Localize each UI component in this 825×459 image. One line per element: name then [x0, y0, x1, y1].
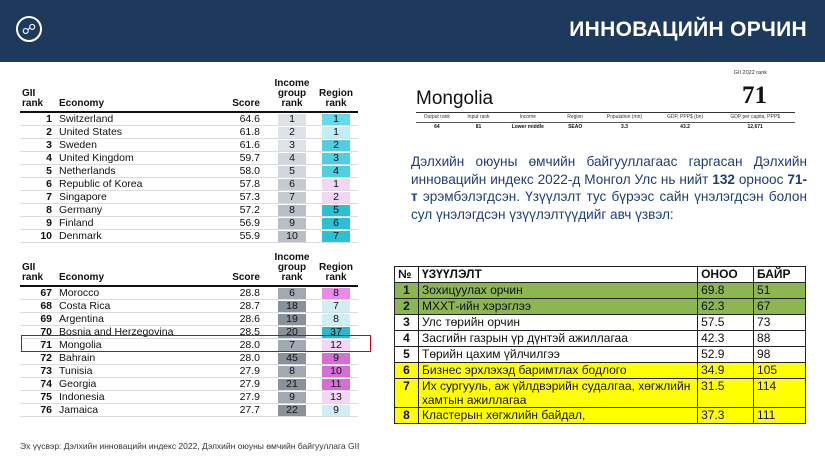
economy-cell: Indonesia — [54, 391, 216, 404]
gii-rank-cell: 69 — [20, 313, 54, 326]
profile-value: 64 — [434, 124, 440, 130]
profile-divider — [416, 112, 795, 113]
income-rank-cell-value: 1 — [278, 114, 306, 125]
economy-cell: United States — [54, 126, 216, 139]
gii-rank-cell: 72 — [20, 352, 54, 365]
region-rank-cell — [314, 204, 358, 217]
region-rank-cell-value: 8 — [322, 314, 350, 325]
income-rank-cell-value: 21 — [278, 379, 306, 390]
score-cell: 59.7 — [216, 152, 270, 165]
table-row — [20, 286, 358, 300]
table-row — [20, 313, 358, 326]
score-cell: 28.7 — [216, 300, 270, 313]
table-row — [20, 365, 358, 378]
indicator-row — [395, 379, 806, 408]
income-rank-cell — [270, 152, 314, 165]
income-rank-cell-value: 5 — [278, 166, 306, 177]
region-rank-header: Region rank — [319, 262, 353, 283]
income-rank-cell-value: 9 — [278, 218, 306, 229]
score-cell: 57.8 — [216, 178, 270, 191]
region-rank-cell-value: 1 — [322, 179, 350, 190]
indicator-no: 6 — [395, 363, 419, 379]
score-header: Score — [232, 98, 260, 109]
indicator-name: Зохицуулах орчин — [418, 283, 697, 299]
economy-cell: Switzerland — [54, 112, 216, 126]
region-rank-cell-value: 3 — [322, 153, 350, 164]
region-rank-cell — [314, 152, 358, 165]
economy-cell: Morocco — [54, 286, 216, 300]
economy-cell: Jamaica — [54, 404, 216, 417]
economy-cell: Netherlands — [54, 165, 216, 178]
description-text — [411, 153, 807, 223]
economy-cell: Argentina — [54, 313, 216, 326]
indicator-row — [395, 315, 806, 331]
indicator-row — [395, 331, 806, 347]
income-rank-cell-value: 8 — [278, 366, 306, 377]
region-rank-cell — [314, 313, 358, 326]
region-rank-cell — [314, 191, 358, 204]
gii-rank-cell: 7 — [20, 191, 54, 204]
description-part: эрэмбэлэгдсэн. Үзүүлэлт тус бүрээс сайн үнэлэгдсэн болон сул үнэлэгдсэн үзүүлэлтүүдийг авч үзвэл: — [411, 189, 807, 222]
region-rank-cell-value: 10 — [322, 366, 350, 377]
gii-rank-cell: 3 — [20, 139, 54, 152]
gii-rank-cell: 2 — [20, 126, 54, 139]
region-rank-cell — [314, 217, 358, 230]
indicator-no: 2 — [395, 299, 419, 315]
income-rank-cell-value: 2 — [278, 127, 306, 138]
gii-rank-cell: 70 — [20, 326, 54, 339]
region-rank-cell — [314, 352, 358, 365]
income-rank-cell-value: 7 — [278, 192, 306, 203]
economy-cell: Republic of Korea — [54, 178, 216, 191]
indicator-no: 7 — [395, 379, 419, 408]
score-header: Score — [232, 272, 260, 283]
income-rank-cell-value: 20 — [278, 327, 306, 338]
indicator-name: Бизнес эрхлэхэд баримтлах бодлого — [418, 363, 697, 379]
indicator-name: Их сургууль, аж үйлдвэрийн судалгаа, хөгжлийн хамтын ажиллагаа — [418, 379, 697, 408]
gii-rank-cell: 10 — [20, 230, 54, 243]
score-cell: 27.9 — [216, 391, 270, 404]
income-rank-cell — [270, 404, 314, 417]
region-rank-cell-value: 1 — [322, 127, 350, 138]
economy-cell: Bosnia and Herzegovina — [54, 326, 216, 339]
economy-cell: Georgia — [54, 378, 216, 391]
profile-rank: 71 — [742, 82, 767, 109]
table-row — [20, 178, 358, 191]
profile-label: Input rank — [467, 114, 490, 120]
gii-rank-header: GII rank — [22, 88, 44, 109]
indicator-rank: 105 — [754, 363, 806, 379]
rank-header: БАЙР — [754, 267, 806, 283]
profile-value: SEAO — [568, 124, 583, 130]
income-rank-cell — [270, 286, 314, 300]
table-row — [20, 139, 358, 152]
profile-value: 12,671 — [747, 124, 763, 130]
region-rank-cell-value: 2 — [322, 192, 350, 203]
indicator-row — [395, 347, 806, 363]
table-row — [20, 152, 358, 165]
indicator-name: Төрийн цахим үйлчилгээ — [418, 347, 697, 363]
gii-rank-cell: 5 — [20, 165, 54, 178]
no-header: № — [395, 267, 419, 283]
region-rank-cell — [314, 139, 358, 152]
mongolia-profile — [410, 66, 805, 148]
gii-top10-table — [20, 74, 358, 243]
gii-rank-cell: 6 — [20, 178, 54, 191]
economy-cell: Costa Rica — [54, 300, 216, 313]
profile-label: Output rank — [423, 114, 450, 120]
indicator-no: 4 — [395, 331, 419, 347]
gii-rank-cell: 67 — [20, 286, 54, 300]
region-rank-cell-value: 7 — [322, 301, 350, 312]
region-rank-cell — [314, 378, 358, 391]
income-rank-cell-value: 45 — [278, 353, 306, 364]
income-rank-cell — [270, 191, 314, 204]
score-cell: 61.8 — [216, 126, 270, 139]
indicator-row — [395, 408, 806, 424]
region-rank-cell-value: 12 — [322, 340, 350, 351]
region-rank-cell — [314, 286, 358, 300]
region-rank-cell-value: 9 — [322, 353, 350, 364]
income-rank-cell — [270, 230, 314, 243]
region-rank-cell-value: 2 — [322, 140, 350, 151]
description-rank: 71-т — [411, 171, 807, 204]
region-rank-header: Region rank — [319, 88, 353, 109]
profile-labels — [416, 114, 795, 123]
gii-rank-cell: 1 — [20, 112, 54, 126]
indicator-score: 69.8 — [698, 283, 754, 299]
table-row — [20, 391, 358, 404]
income-rank-cell — [270, 378, 314, 391]
profile-country: Mongolia — [416, 88, 494, 109]
profile-value: 3.3 — [620, 124, 628, 130]
region-rank-cell-value: 5 — [322, 205, 350, 216]
indicator-name: Улс төрийн орчин — [418, 315, 697, 331]
economy-header: Economy — [59, 98, 105, 109]
score-cell: 28.0 — [216, 352, 270, 365]
indicator-name: Кластерын хөгжлийн байдал, — [418, 408, 697, 424]
table-row — [20, 300, 358, 313]
description-total: 132 — [712, 171, 735, 187]
economy-cell: Singapore — [54, 191, 216, 204]
income-rank-cell — [270, 165, 314, 178]
region-rank-cell-value: 7 — [322, 231, 350, 242]
score-cell: 55.9 — [216, 230, 270, 243]
table-row — [20, 204, 358, 217]
region-rank-cell — [314, 300, 358, 313]
score-cell: 64.6 — [216, 112, 270, 126]
indicator-rank: 51 — [754, 283, 806, 299]
indicator-header: ҮЗҮҮЛЭЛТ — [418, 267, 697, 283]
economy-header: Economy — [59, 272, 105, 283]
gii-rank-header: GII rank — [22, 262, 44, 283]
gii-rank-cell: 71 — [20, 339, 54, 352]
region-rank-cell-value: 13 — [322, 392, 350, 403]
income-rank-cell-value: 19 — [278, 314, 306, 325]
income-rank-cell-value: 7 — [278, 340, 306, 351]
income-rank-cell — [270, 126, 314, 139]
indicator-rank: 73 — [754, 315, 806, 331]
indicator-score: 52.9 — [698, 347, 754, 363]
income-rank-cell — [270, 139, 314, 152]
income-rank-cell — [270, 112, 314, 126]
score-cell: 57.3 — [216, 191, 270, 204]
indicator-row — [395, 363, 806, 379]
indicator-score: 34.9 — [698, 363, 754, 379]
table-row — [20, 217, 358, 230]
region-rank-cell — [314, 178, 358, 191]
indicator-name: МХХТ-ийн хэрэглээ — [418, 299, 697, 315]
profile-values — [416, 124, 795, 130]
income-rank-cell — [270, 204, 314, 217]
indicator-rank: 67 — [754, 299, 806, 315]
gii-rank-cell: 9 — [20, 217, 54, 230]
indicator-no: 8 — [395, 408, 419, 424]
economy-cell: Germany — [54, 204, 216, 217]
gii-rank-cell: 68 — [20, 300, 54, 313]
profile-value: 81 — [475, 124, 482, 130]
region-rank-cell-value: 37 — [322, 327, 350, 338]
table-row — [20, 230, 358, 243]
profile-rank-label: GII 2022 rank — [733, 70, 767, 76]
table-row — [20, 191, 358, 204]
indicator-score: 57.5 — [698, 315, 754, 331]
gii-mongolia-table — [20, 248, 358, 417]
score-cell: 28.8 — [216, 286, 270, 300]
region-rank-cell-value: 8 — [322, 288, 350, 299]
income-rank-cell-value: 3 — [278, 140, 306, 151]
income-rank-cell — [270, 352, 314, 365]
region-rank-cell-value: 4 — [322, 166, 350, 177]
score-cell: 28.5 — [216, 326, 270, 339]
region-rank-cell — [314, 230, 358, 243]
indicator-score: 42.3 — [698, 331, 754, 347]
region-rank-cell — [314, 165, 358, 178]
profile-label: Population (mn) — [606, 114, 643, 120]
region-rank-cell — [314, 126, 358, 139]
economy-cell: Denmark — [54, 230, 216, 243]
gii-rank-cell: 8 — [20, 204, 54, 217]
region-rank-cell — [314, 404, 358, 417]
indicator-rank: 114 — [754, 379, 806, 408]
region-rank-cell-value: 9 — [322, 405, 350, 416]
score-cell: 28.0 — [216, 339, 270, 352]
income-rank-cell-value: 22 — [278, 405, 306, 416]
income-rank-cell-value: 8 — [278, 205, 306, 216]
header-bar — [0, 0, 825, 62]
table-row — [20, 378, 358, 391]
score-cell: 27.9 — [216, 378, 270, 391]
income-group-rank-header: Income group rank — [274, 252, 310, 283]
table-row — [20, 165, 358, 178]
income-rank-cell-value: 18 — [278, 301, 306, 312]
profile-value: Lower middle — [511, 124, 544, 130]
profile-label: Income — [519, 114, 536, 120]
income-rank-cell-value: 4 — [278, 153, 306, 164]
score-cell: 57.2 — [216, 204, 270, 217]
region-rank-cell-value: 11 — [322, 379, 350, 390]
score-cell: 28.6 — [216, 313, 270, 326]
income-rank-cell-value: 9 — [278, 392, 306, 403]
income-group-rank-header: Income group rank — [274, 78, 310, 109]
page-title: ИННОВАЦИЙН ОРЧИН — [569, 18, 807, 41]
gii-rank-cell: 74 — [20, 378, 54, 391]
profile-label: Region — [567, 114, 584, 120]
score-cell: 27.9 — [216, 365, 270, 378]
score-cell: 61.6 — [216, 139, 270, 152]
income-rank-cell — [270, 300, 314, 313]
economy-cell: United Kingdom — [54, 152, 216, 165]
gii-rank-cell: 4 — [20, 152, 54, 165]
income-rank-cell — [270, 391, 314, 404]
indicator-no: 5 — [395, 347, 419, 363]
region-rank-cell — [314, 112, 358, 126]
score-cell: 56.9 — [216, 217, 270, 230]
mongolia-highlight — [21, 335, 371, 352]
region-rank-cell — [314, 391, 358, 404]
economy-cell: Tunisia — [54, 365, 216, 378]
indicator-no: 3 — [395, 315, 419, 331]
economy-cell: Finland — [54, 217, 216, 230]
source-note: Эх үүсвэр: Дэлхийн инновацийн индекс 2022, Дэлхийн оюуны өмчийн байгууллага GII — [20, 441, 360, 451]
indicator-no: 1 — [395, 283, 419, 299]
description-part: Дэлхийн оюуны өмчийн байгууллагаас гаргасан Дэлхийн инновацийн индекс 2022-д Монгол Улс нь нийт — [411, 154, 807, 187]
profile-label: GDP per capita, PPP$ — [730, 114, 780, 120]
economy-cell: Bahrain — [54, 352, 216, 365]
indicator-name: Засгийн газрын үр дүнтэй ажиллагаа — [418, 331, 697, 347]
economy-cell: Sweden — [54, 139, 216, 152]
indicator-row — [395, 299, 806, 315]
gii-rank-cell: 75 — [20, 391, 54, 404]
income-rank-cell-value: 10 — [278, 231, 306, 242]
region-rank-cell-value: 6 — [322, 218, 350, 229]
income-rank-cell — [270, 313, 314, 326]
indicator-row — [395, 283, 806, 299]
income-rank-cell-value: 6 — [278, 179, 306, 190]
region-rank-cell — [314, 365, 358, 378]
indicator-rank: 88 — [754, 331, 806, 347]
table-row — [20, 126, 358, 139]
income-rank-cell-value: 6 — [278, 288, 306, 299]
economy-cell: Mongolia — [54, 339, 216, 352]
indicator-table — [394, 266, 806, 424]
indicator-score: 31.5 — [698, 379, 754, 408]
table-row — [20, 352, 358, 365]
score-cell: 58.0 — [216, 165, 270, 178]
indicator-rank: 111 — [754, 408, 806, 424]
score-header: ОНОО — [698, 267, 754, 283]
table-row — [20, 404, 358, 417]
table-row — [20, 112, 358, 126]
indicator-rank: 98 — [754, 347, 806, 363]
gii-rank-cell: 73 — [20, 365, 54, 378]
description-part: орноос — [734, 171, 788, 187]
income-rank-cell — [270, 217, 314, 230]
gii-rank-cell: 76 — [20, 404, 54, 417]
indicator-score: 62.3 — [698, 299, 754, 315]
profile-label: GDP, PPP$ (bn) — [667, 114, 704, 120]
indicator-score: 37.3 — [698, 408, 754, 424]
link-icon[interactable]: ☍ — [16, 16, 42, 42]
income-rank-cell — [270, 365, 314, 378]
profile-value: 43.2 — [680, 124, 690, 130]
income-rank-cell — [270, 178, 314, 191]
region-rank-cell-value: 1 — [322, 114, 350, 125]
score-cell: 27.7 — [216, 404, 270, 417]
